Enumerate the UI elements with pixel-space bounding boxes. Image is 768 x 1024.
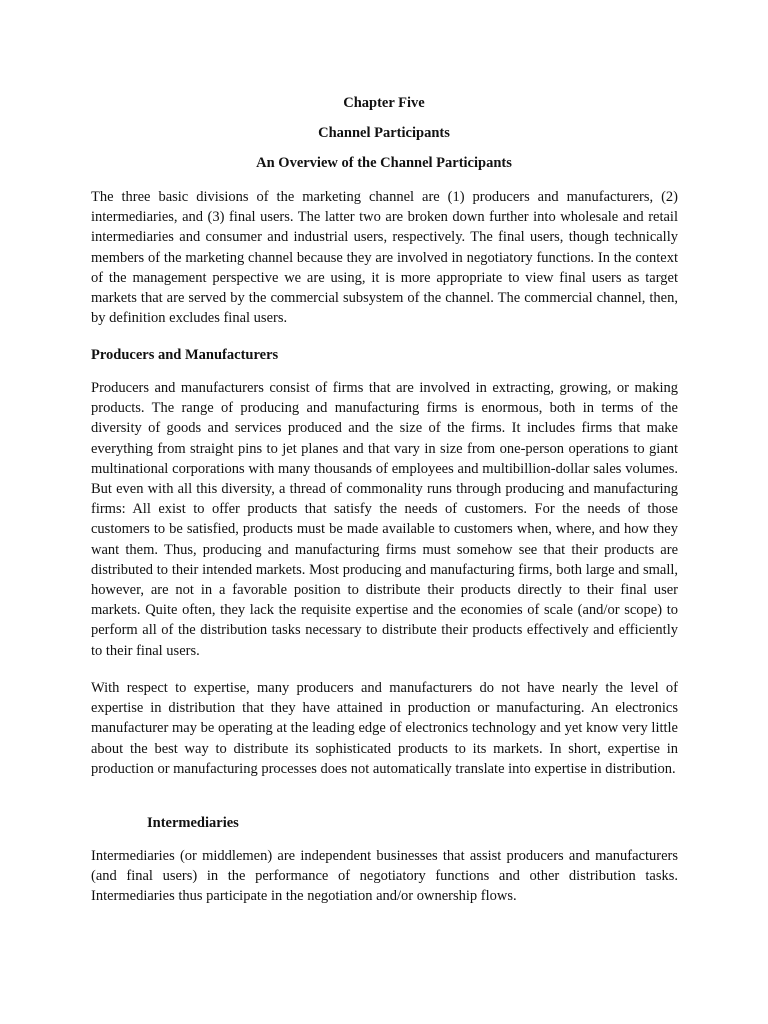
producers-heading: Producers and Manufacturers: [91, 347, 279, 363]
overview-heading: An Overview of the Channel Participants: [256, 155, 512, 171]
chapter-subtitle: Channel Participants: [318, 125, 450, 141]
overview-paragraph: The three basic divisions of the marketing channel are (1) producers and manufacturers, (2) intermediaries, and (3) final users. The latter two are broken down further into wholesale and retail intermediaries and consumer and industrial users, respectively. The final users, though technically members of the marketing channel because they are involved in negotiatory functions. In the context of the management perspective we are using, it is more appropriate to view final users as target markets that are served by the commercial subsystem of the channel. The commercial channel, then, by definition excludes final users.: [91, 189, 678, 327]
producers-paragraph-2: With respect to expertise, many producers and manufacturers do not have nearly the level of expertise in distribution that they have attained in production or manufacturing. An electronics manufacturer may be operating at the leading edge of electronics technology and yet know very little about the best way to distribute its sophisticated products to its markets. In short, expertise in production or manufacturing processes does not automatically translate into expertise in distribution.: [91, 680, 678, 777]
intermediaries-paragraph: Intermediaries (or middlemen) are independent businesses that assist producers and manufacturers (and final users) in the performance of negotiatory functions and other distribution tasks. Intermediaries thus participate in the negotiation and/or ownership flows.: [91, 848, 678, 905]
chapter-title: Chapter Five: [343, 95, 425, 111]
producers-paragraph-1: Producers and manufacturers consist of firms that are involved in extracting, growing, or making products. The range of producing and manufacturing firms is enormous, both in terms of the diversity of goods and services produced and the size of the firms. It includes firms that make everything from straight pins to jet planes and that vary in size from one-person operations to giant multinational corporations with many thousands of employees and multibillion-dollar sales volumes. But even with all this diversity, a thread of commonality runs through producing and manufacturing firms: All exist to offer products that satisfy the needs of customers. For the needs of those customers to be satisfied, products must be made available to customers when, where, and how they want them. Thus, producing and manufacturing firms must somehow see that their products are distributed to their intended markets. Most producing and manufacturing firms, both large and small, however, are not in a favorable position to distribute their products directly to their final user markets. Quite often, they lack the requisite expertise and the economies of scale (and/or scope) to perform all of the distribution tasks necessary to distribute their products effectively and efficiently to their final users.: [91, 380, 678, 659]
intermediaries-heading: Intermediaries: [147, 815, 239, 831]
